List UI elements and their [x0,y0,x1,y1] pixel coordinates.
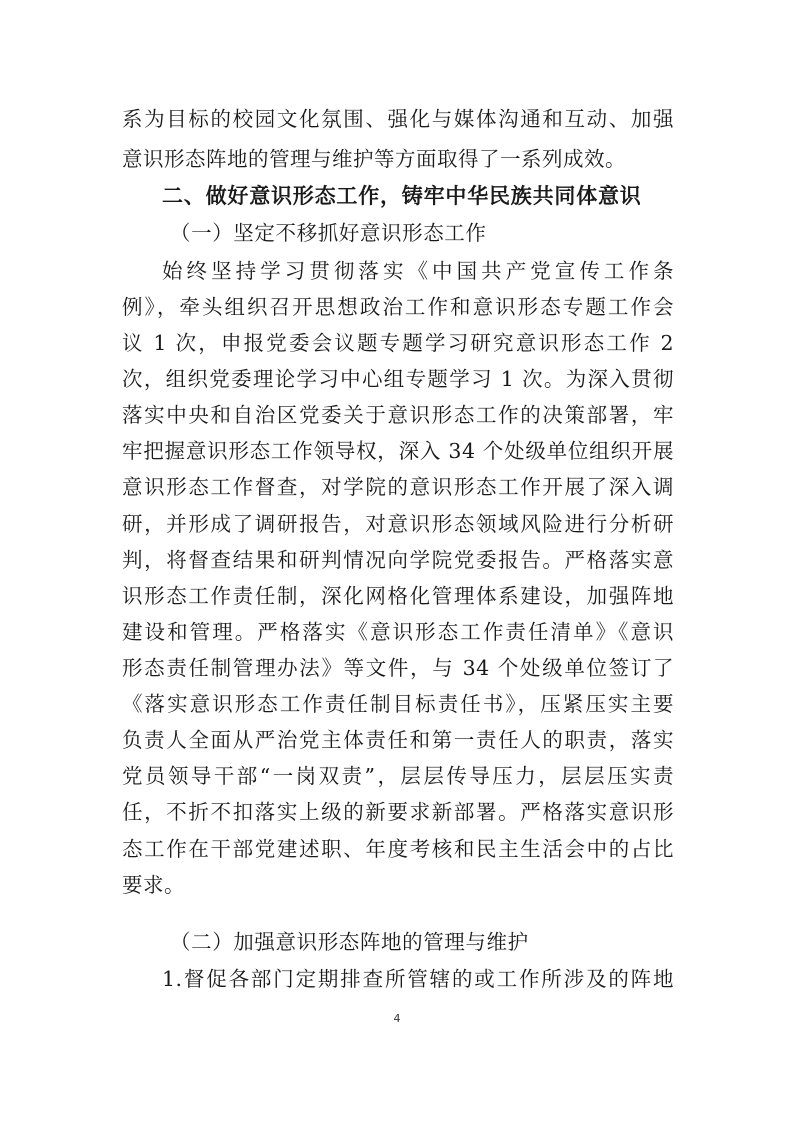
paragraph-line: 党员领导干部“一岗双责”，层层传导压力，层层压实责 [122,764,674,788]
paragraph-line: 要求。 [122,873,185,897]
paragraph-line: 次，组织党委理论学习中心组专题学习 1 次。为深入贯彻 [122,367,674,391]
paragraph-line: 任，不折不扣落实上级的新要求新部署。严格落实意识形 [122,800,674,824]
paragraph-line: 判，将督查结果和研判情况向学院党委报告。严格落实意 [122,548,674,572]
paragraph-line: 1.督促各部门定期排查所管辖的或工作所涉及的阵地 [162,967,674,991]
paragraph-line: 落实中央和自治区党委关于意识形态工作的决策部署，牢 [122,403,674,427]
paragraph-line: 牢把握意识形态工作领导权，深入 34 个处级单位组织开展 [122,439,674,463]
subsection-heading: （二）加强意识形态阵地的管理与维护 [170,930,529,954]
paragraph-line: 形态责任制管理办法》等文件，与 34 个处级单位签订了 [122,656,674,680]
paragraph-line: 建设和管理。严格落实《意识形态工作责任清单》《意识 [122,620,674,644]
paragraph-line: 识形态工作责任制，深化网格化管理体系建设，加强阵地 [122,584,674,608]
paragraph-line: 负责人全面从严治党主体责任和第一责任人的职责，落实 [122,728,674,752]
paragraph-line: 例》，牵头组织召开思想政治工作和意识形态专题工作会 [122,295,674,319]
paragraph-line: 意识形态工作督查，对学院的意识形态工作开展了深入调 [122,475,674,499]
paragraph-line: 系为目标的校园文化氛围、强化与媒体沟通和互动、加强 [122,107,674,131]
paragraph-line: 意识形态阵地的管理与维护等方面取得了一系列成效。 [122,147,626,171]
subsection-heading: （一）坚定不移抓好意识形态工作 [170,221,487,245]
paragraph-line: 态工作在干部党建述职、年度考核和民主生活会中的占比 [122,837,674,861]
section-heading: 二、做好意识形态工作，铸牢中华民族共同体意识 [162,184,642,208]
page-number: 4 [393,1012,401,1025]
paragraph-line: 研，并形成了调研报告，对意识形态领域风险进行分析研 [122,512,674,536]
paragraph-line: 议 1 次，申报党委会议题专题学习研究意识形态工作 2 [122,331,674,355]
paragraph-line: 《落实意识形态工作责任制目标责任书》，压紧压实主要 [122,692,674,716]
paragraph-line: 始终坚持学习贯彻落实《中国共产党宣传工作条 [162,259,674,283]
